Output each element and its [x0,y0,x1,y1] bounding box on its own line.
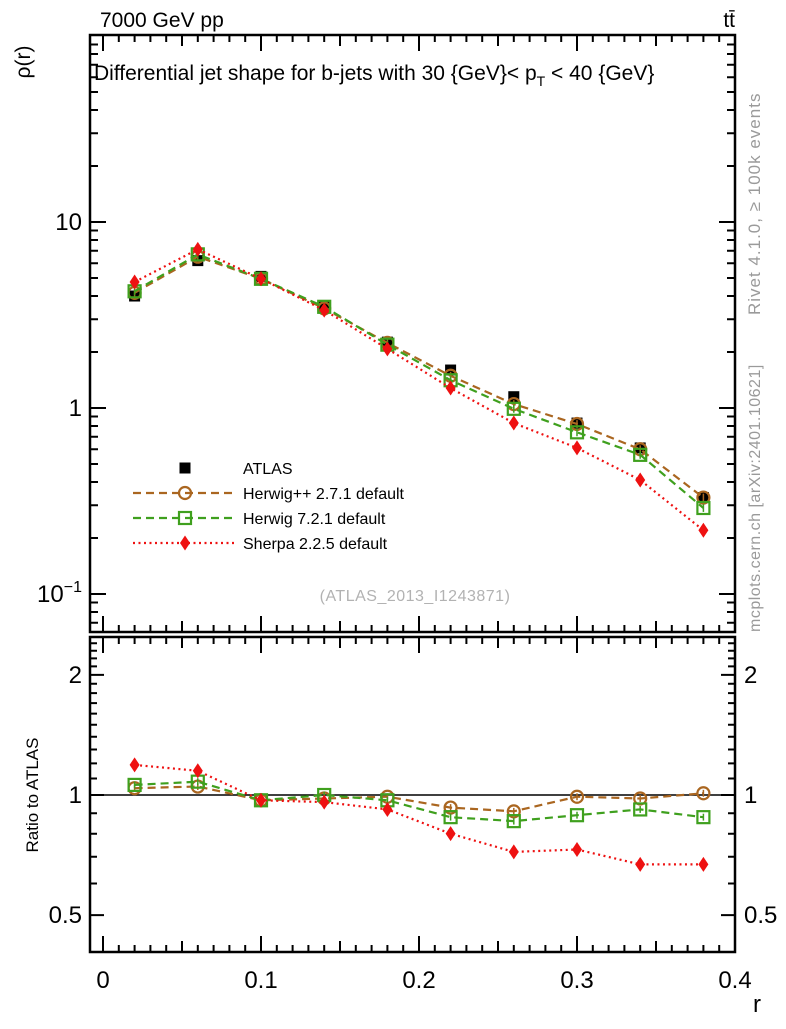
mcplots-attribution-note: mcplots.cern.ch [arXiv:2401.10621] [747,364,764,632]
x-tick-label: 0.1 [244,967,278,994]
main-y-tick-label: $10^{-1}$ [37,579,82,608]
plot-title: Differential jet shape for b-jets with 30 $\{GeV\}< p_T < 40$ {GeV} [94,62,655,89]
x-tick-label: 0 [96,967,110,994]
data-series [90,242,735,872]
x-axis-title: r [753,991,761,1018]
legend-item-model-2 [133,511,386,528]
ratio-y-axis-title: Ratio to ATLAS [23,737,42,853]
x-tick-label: 0.2 [402,967,436,994]
series-herwig-7-2-1-default [129,248,710,514]
legend-label: ATLAS [243,461,293,478]
main-y-tick-label: 1 [68,395,82,422]
legend-item-model-3 [133,536,388,554]
x-tick-label: 0.3 [560,967,594,994]
legend-label: Herwig++ 2.7.1 default [243,486,404,503]
ratio-y-tick-label: 2 [68,661,82,689]
analysis-watermark: (ATLAS_2013_I1243871) [319,588,511,605]
ratio-y-tick-label-right: 0.5 [744,902,778,930]
rivet-version-note: Rivet 4.1.0, ≥ 100k events [745,92,764,315]
main-y-axis-title: ρ(r) [12,45,35,79]
process-label: tt̄ [723,9,735,32]
ratio-y-tick-label-right: 2 [744,661,758,689]
series-atlas [129,255,709,503]
series-herwig-2-7-1-default [129,251,710,504]
x-tick-label: 0.4 [718,967,752,994]
beam-energy-label: 7000 GeV pp [100,9,224,32]
legend-label: Herwig 7.2.1 default [243,511,386,528]
series-sherpa-2-2-5-default [130,757,709,872]
ratio-y-tick-label: 0.5 [48,902,82,930]
legend-item-atlas [180,461,293,478]
ratio-y-tick-label: 1 [68,782,82,809]
legend-label: Sherpa 2.2.5 default [243,536,388,553]
ratio-y-tick-label-right: 1 [744,782,758,809]
legend-item-model-1 [133,486,405,503]
plot-legend [133,461,405,553]
main-y-tick-label: 10 [55,209,82,236]
